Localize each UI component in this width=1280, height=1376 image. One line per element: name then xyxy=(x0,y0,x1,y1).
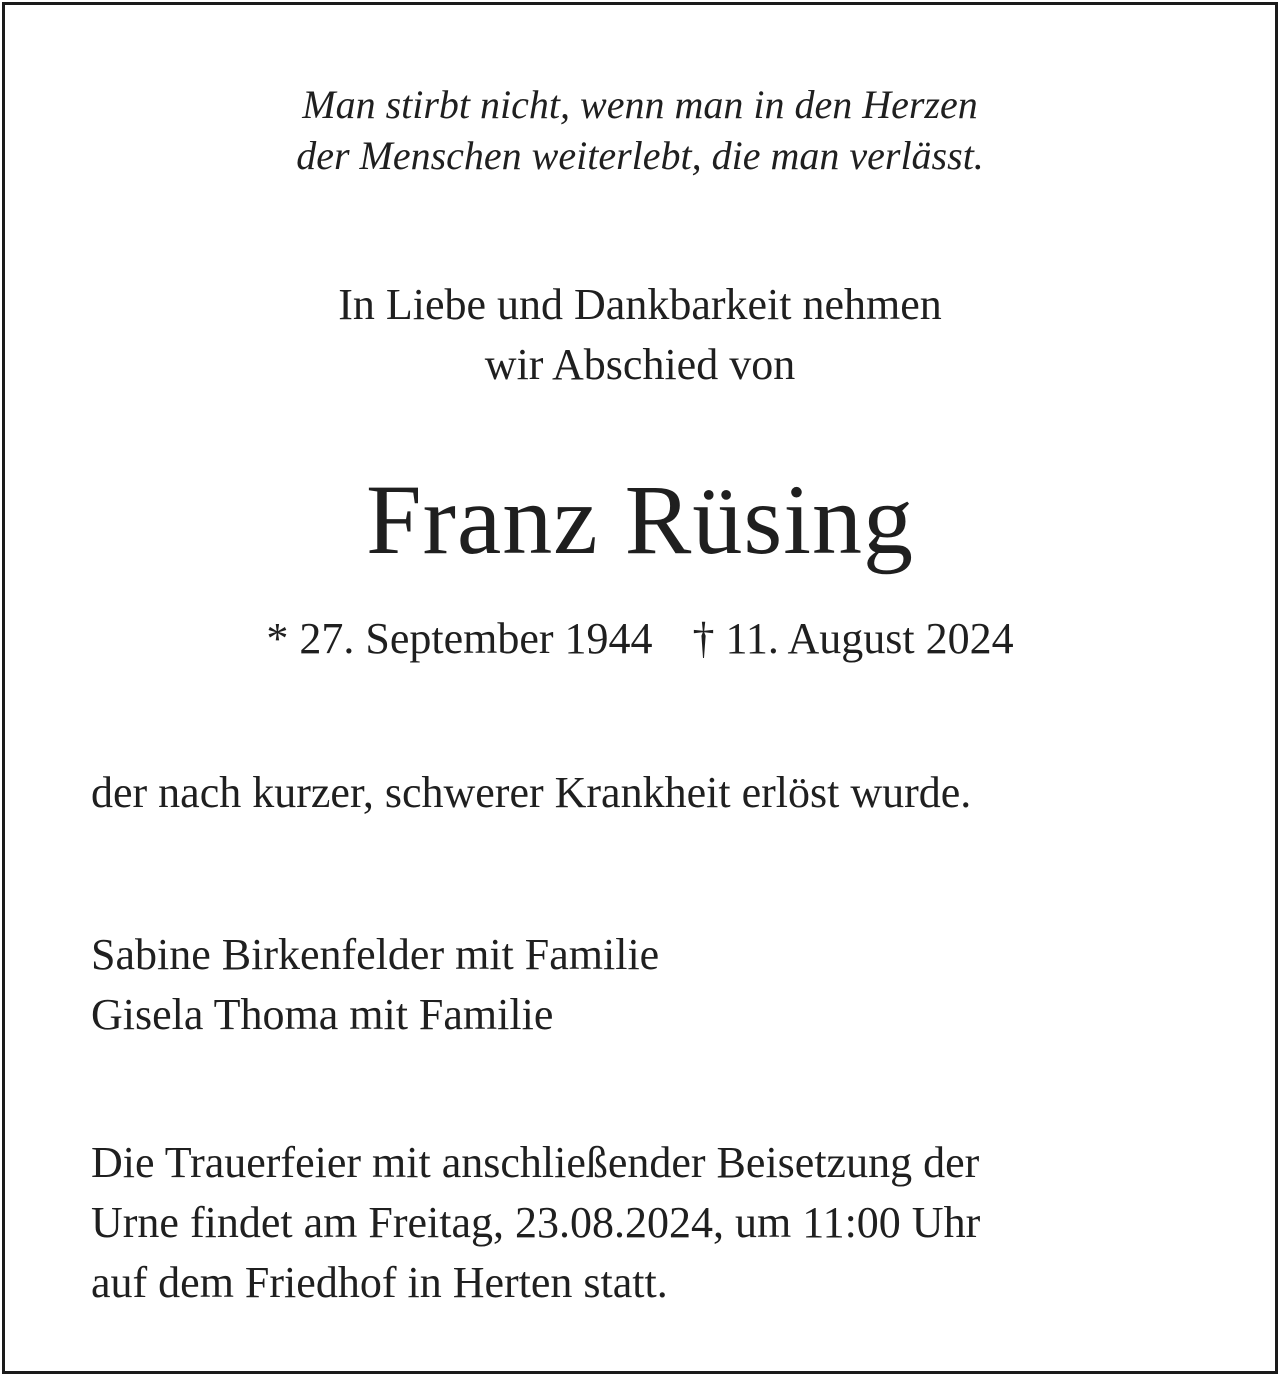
service-line-1: Die Trauerfeier mit anschließender Beisetzung der xyxy=(91,1138,980,1187)
deceased-name: Franz Rüsing xyxy=(365,464,915,575)
intro-line-2: wir Abschied von xyxy=(484,340,796,389)
mourner-2: Gisela Thoma mit Familie xyxy=(91,990,554,1039)
birth-date: * 27. September 1944 xyxy=(266,614,653,663)
life-dates xyxy=(5,614,1275,663)
mourner-1: Sabine Birkenfelder mit Familie xyxy=(91,930,660,979)
intro-line-1: In Liebe und Dankbarkeit nehmen xyxy=(338,280,942,329)
death-date: † 11. August 2024 xyxy=(692,614,1014,663)
service-line-3: auf dem Friedhof in Herten statt. xyxy=(91,1258,668,1307)
service-line-2: Urne findet am Freitag, 23.08.2024, um 11:00 Uhr xyxy=(91,1198,981,1247)
quote-line-1: Man stirbt nicht, wenn man in den Herzen xyxy=(302,82,978,127)
obituary-notice xyxy=(2,2,1278,1374)
quote-line-2: der Menschen weiterlebt, die man verlässt. xyxy=(296,133,984,178)
statement: der nach kurzer, schwerer Krankheit erlöst wurde. xyxy=(91,768,972,817)
